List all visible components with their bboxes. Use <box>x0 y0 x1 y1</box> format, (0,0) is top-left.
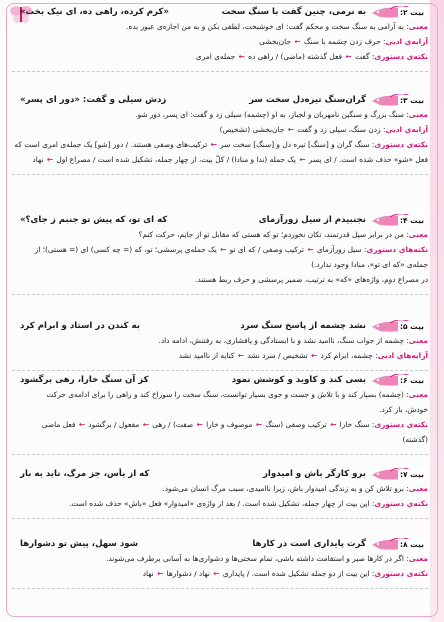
section-divider <box>12 370 428 371</box>
section-divider <box>12 588 428 589</box>
verse-number-badge <box>370 538 428 550</box>
explanation-label: معنی <box>408 336 428 345</box>
verse-line <box>12 6 428 18</box>
explanation-text: زدن سنگ، سیلی زد و گفت ← جان‌بخشی (تشخیص) <box>219 125 381 134</box>
arrow-glyph: ← <box>196 420 203 429</box>
section-divider <box>12 454 428 455</box>
arrow-glyph: ← <box>142 420 149 429</box>
explanation-line: نکته‌ی دستوری: گفت ← فعل گذشته (ماضی) / راهی ده ← جمله‌ی امری <box>195 52 428 61</box>
explanation-line: نکته‌ی دستوری: این بیت از دو جمله تشکیل شده است. / پایداری ← نهاد / دشوارها ← نهاد <box>142 569 428 578</box>
arrow-glyph: ← <box>213 569 220 578</box>
verse-number-badge <box>370 374 428 386</box>
explanation-text: چشمه از جواب سنگ، ناامید نشد و با ایستادگی و پافشاری، به رفتنش، ادامه داد. <box>158 336 404 345</box>
explanation-line: معنی: سنگ بزرگ و سنگین نامهربان و لجباز، به او (چشمه) سیلی زد و گفت: ای پسر، دور شو. <box>135 110 428 119</box>
verse-number: بیت ۵: <box>399 322 424 331</box>
explanation-line <box>12 275 428 285</box>
arrow-glyph: ← <box>220 245 227 254</box>
explanation-label: آرایه‌ی ادبی <box>385 125 428 134</box>
explanation-text: فعل «شو» حذف شده است. / ای پسر ← یک جمله (ندا و منادا) / کلّ بیت، از چهار جمله، تشکیل شده است / مصراع اول ← نهاد <box>32 155 428 164</box>
verse-number: بیت ۷: <box>399 470 424 479</box>
explanation-text: سنگ بزرگ و سنگین نامهربان و لجباز، به او (چشمه) سیلی زد و گفت: ای پسر، دور شو. <box>135 110 404 119</box>
explanation-text: جمله‌ی «که ای تو»، منادا وجود ندارد.) <box>311 260 428 269</box>
verse-hemistich-2: «کرم کرده، راهی ده، ای نیک بخت» <box>20 7 169 17</box>
arrow-glyph: ← <box>238 52 245 61</box>
arrow-glyph: ← <box>307 245 314 254</box>
explanation-line: آرایه‌های ادبی: چشمه، ابرام کرد ← تشخیص / سرد نشد ← کنایه از ناامید نشد <box>178 351 428 360</box>
explanation-text: حرف زدن چشمه با سنگ ← جان‌بخشی <box>259 37 381 46</box>
explanation-text: این بیت از دو جمله تشکیل شده است. / پایداری ← نهاد / دشوارها ← نهاد <box>142 569 370 578</box>
arrow-glyph: ← <box>157 569 164 578</box>
verse-hemistich-2: به کندن در استاد و ابرام کرد <box>20 321 140 331</box>
explanation-label: نکته‌ی دستوری <box>374 420 428 429</box>
verse-number-badge <box>370 94 428 106</box>
explanation-label: آرایه‌ی ادبی <box>385 37 428 46</box>
verse-number: بیت ۶: <box>399 376 424 385</box>
explanation-text: سیل زورآزمای ← ترکیب وصفی / که ای تو ← یک جمله‌ی پرسشی؛ تو، که (= چه کسی) ای (= هستی)؛ از <box>34 245 362 254</box>
explanation-text: برو تلاش کن و به زندگی امیدوار باش، زیرا ناامیدی، سبب مرگ انسان می‌شود. <box>162 484 404 493</box>
explanation-line: نکته‌ی دستوری: این بیت از چهار جمله، تشکیل شده است. / بعد از واژه‌ی «امیدوار» فعل «باش» حذف شده است. <box>69 499 428 508</box>
verse-number-badge <box>370 214 428 226</box>
explanation-label: نکته‌ی دستوری <box>374 569 428 578</box>
explanation-line <box>12 155 428 165</box>
explanation-label: معنی <box>408 110 428 119</box>
explanation-text: (چشمه) بسیار کند و با تلاش و جست و جوی بسیار توانست، سنگ سخت را سوراخ کند و راهی را برای ادامه‌ی حرکت <box>46 390 404 399</box>
explanation-label: نکته‌ی دستوری <box>374 140 428 149</box>
arrow-glyph: ← <box>311 351 318 360</box>
explanation-text: در مصراع دوم، واژه‌های «که» به ترتیب، ضمیر پرسشی و حرف ربط هستند. <box>194 275 428 284</box>
explanation-line: معنی: چشمه از جواب سنگ، ناامید نشد و با ایستادگی و پافشاری، به رفتنش، ادامه داد. <box>158 336 428 345</box>
section-divider <box>12 518 428 519</box>
explanation-label: معنی <box>408 390 428 399</box>
verse-line <box>12 468 428 480</box>
verse-line <box>12 94 428 106</box>
section-divider <box>12 71 428 72</box>
explanation-line: آرایه‌ی ادبی: زدن سنگ، سیلی زد و گفت ← جان‌بخشی (تشخیص) <box>219 125 428 134</box>
explanation-text: خودش، باز کرد. <box>379 405 428 414</box>
explanation-line: نکته‌ی دستوری: سنگ گران و [سنگ] تیره دل و [سنگ] سخت سر ← ترکیب‌های وصفی هستند. / دور [شو] یک جمله‌ی امری است که <box>14 140 428 149</box>
explanation-text: من در برابر سیل قدرتمند، تکان نخوردم؛ تو که هستی که مقابل تو از جایم، حرکت کنم؟ <box>138 230 404 239</box>
verse-number: بیت ۸: <box>399 540 424 549</box>
arrow-glyph: ← <box>210 140 217 149</box>
verse-number-badge <box>370 468 428 480</box>
arrow-glyph: ← <box>255 420 262 429</box>
verse-number: بیت ۴: <box>399 216 424 225</box>
explanation-text: اگر در کارها صبر و استقامت داشته باشی، تمام سختی‌ها و دشواری‌ها به آسانی برطرف می‌شوند. <box>106 554 404 563</box>
explanation-label: معنی <box>408 484 428 493</box>
arrow-glyph: ← <box>78 420 85 429</box>
explanation-line: معنی: برو تلاش کن و به زندگی امیدوار باش، زیرا ناامیدی، سبب مرگ انسان می‌شود. <box>162 484 428 493</box>
explanation-label: معنی <box>408 554 428 563</box>
explanation-text: (گذشته) <box>402 435 428 444</box>
explanation-text: گفت ← فعل گذشته (ماضی) / راهی ده ← جمله‌ی امری <box>195 52 370 61</box>
verse-line <box>12 374 428 386</box>
verse-hemistich-2: زدش سیلی و گفت: «دور ای پسر» <box>20 95 167 105</box>
verse-hemistich-1: گران‌سنگ تیره‌دل سخت سر <box>249 95 366 105</box>
explanation-label: نکته‌های دستوری <box>366 245 428 254</box>
explanation-text: سنگ گران و [سنگ] تیره دل و [سنگ] سخت سر ← ترکیب‌های وصفی هستند. / دور [شو] یک جمله‌ی امری است که <box>14 140 370 149</box>
explanation-line: آرایه‌ی ادبی: حرف زدن چشمه با سنگ ← جان‌بخشی <box>259 37 428 46</box>
explanation-text: این بیت از چهار جمله، تشکیل شده است. / بعد از واژه‌ی «امیدوار» فعل «باش» حذف شده است. <box>69 499 370 508</box>
verse-hemistich-2: که از یأس، جز مرگ، ناید به بار <box>20 469 150 479</box>
arrow-glyph: ← <box>299 155 306 164</box>
arrow-glyph: ← <box>287 125 294 134</box>
verse-number-badge <box>370 6 428 18</box>
explanation-line: نکته‌ی دستوری: سنگ خارا ← ترکیب وصفی (سنگ ← موصوف و خارا ← صفت) / رهی ← مفعول / برگشود ← فعل ماضی <box>41 420 428 429</box>
explanation-label: معنی <box>408 230 428 239</box>
verse-hemistich-1: گرت پایداری است در کارها <box>252 539 366 549</box>
verse-number: بیت ۲: <box>399 8 424 17</box>
explanation-text: به آرامی به سنگ سخت و محکم گفت: ای خوشبخت، لطفی بکن و به من اجازه‌ی عبور بده. <box>126 22 404 31</box>
verse-hemistich-1: نجنبیدم از سیل زورآزمای <box>258 215 366 225</box>
explanation-line: معنی: (چشمه) بسیار کند و با تلاش و جست و جوی بسیار توانست، سنگ سخت را سوراخ کند و راهی را برای ادامه‌ی حرکت <box>46 390 428 399</box>
explanation-line: نکته‌های دستوری: سیل زورآزمای ← ترکیب وصفی / که ای تو ← یک جمله‌ی پرسشی؛ تو، که (= چه کسی) ای (= هستی)؛ از <box>34 245 428 254</box>
verse-line <box>12 538 428 550</box>
verse-line <box>12 214 428 226</box>
verse-number: بیت ۳: <box>399 96 424 105</box>
explanation-label: آرایه‌های ادبی <box>377 351 428 360</box>
explanation-line: معنی: به آرامی به سنگ سخت و محکم گفت: ای خوشبخت، لطفی بکن و به من اجازه‌ی عبور بده. <box>126 22 428 31</box>
arrow-glyph: ← <box>237 351 244 360</box>
verse-hemistich-1: بسی کند و کاوید و کوشش نمود <box>231 375 366 385</box>
explanation-line <box>12 435 428 445</box>
arrow-glyph: ← <box>294 37 301 46</box>
explanation-label: نکته‌ی دستوری <box>374 499 428 508</box>
verse-number-badge <box>370 320 428 332</box>
verse-hemistich-2: کز آن سنگ خارا، رهی برگشود <box>20 375 149 385</box>
section-divider <box>12 294 428 295</box>
explanation-label: معنی <box>408 22 428 31</box>
verse-line <box>12 320 428 332</box>
explanation-line <box>12 260 428 270</box>
explanation-line: معنی: من در برابر سیل قدرتمند، تکان نخوردم؛ تو که هستی که مقابل تو از جایم، حرکت کنم؟ <box>138 230 428 239</box>
explanation-label: نکته‌ی دستوری <box>374 52 428 61</box>
arrow-glyph: ← <box>46 155 53 164</box>
verse-hemistich-2: شود سهل، پیش تو دشوارها <box>20 539 139 549</box>
verse-hemistich-1: به نرمی، چنین گفت با سنگ سخت <box>221 7 366 17</box>
explanation-text: سنگ خارا ← ترکیب وصفی (سنگ ← موصوف و خارا ← صفت) / رهی ← مفعول / برگشود ← فعل ماضی <box>41 420 370 429</box>
explanation-line <box>12 405 428 415</box>
section-divider <box>12 174 428 175</box>
verse-hemistich-1: نشد چشمه از پاسخ سنگ سرد <box>240 321 366 331</box>
explanation-text: چشمه، ابرام کرد ← تشخیص / سرد نشد ← کنایه از ناامید نشد <box>178 351 373 360</box>
verse-hemistich-1: برو کارگر باش و امیدوار <box>262 469 366 479</box>
arrow-glyph: ← <box>330 420 337 429</box>
explanation-line: معنی: اگر در کارها صبر و استقامت داشته باشی، تمام سختی‌ها و دشواری‌ها به آسانی برطرف می‌شوند. <box>106 554 428 563</box>
arrow-glyph: ← <box>345 52 352 61</box>
verse-hemistich-2: که ای تو، که پیش تو جنبم ز جای؟» <box>20 215 168 225</box>
